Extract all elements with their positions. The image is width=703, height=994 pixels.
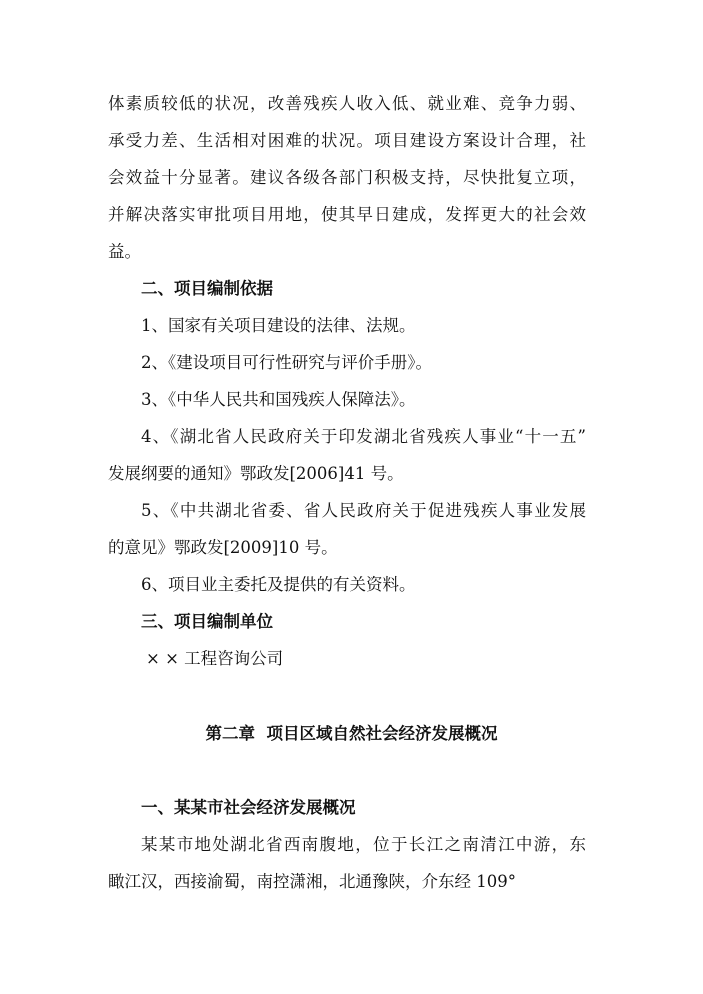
body-text-line: 益。 [108,242,141,261]
basis-item: 1、国家有关项目建设的法律、法规。 [141,316,416,335]
basis-item: 2、《建设项目可行性研究与评价手册》。 [141,353,432,372]
section-heading-compiler: 三、项目编制单位 [141,612,273,631]
body-text-line: 某某市地处湖北省西南腹地，位于长江之南清江中游，东 [141,835,586,854]
basis-item-continuation: 发展纲要的通知》鄂政发[2006]41 号。 [108,464,404,483]
basis-item: 6、项目业主委托及提供的有关资料。 [141,575,416,594]
section-heading-basis: 二、项目编制依据 [141,279,273,298]
body-text-line: 瞰江汉，西接渝蜀，南控潇湘，北通豫陕，介东经 109° [108,872,516,891]
body-text-line: 体素质较低的状况，改善残疾人收入低、就业难、竞争力弱、 [108,94,586,113]
chapter-title: 第二章 项目区域自然社会经济发展概况 [205,724,498,743]
section-heading-economy: 一、某某市社会经济发展概况 [141,798,356,817]
basis-item: 4、《湖北省人民政府关于印发湖北省残疾人事业“十一五” [141,427,586,446]
basis-item-continuation: 的意见》鄂政发[2009]10 号。 [108,538,338,557]
basis-item: 5、《中共湖北省委、省人民政府关于促进残疾人事业发展 [141,501,586,520]
body-text-line: 承受力差、生活相对困难的状况。项目建设方案设计合理，社 [108,131,586,150]
body-text-line: 并解决落实审批项目用地，使其早日建成，发挥更大的社会效 [108,205,586,224]
body-text-line: 会效益十分显著。建议各级各部门积极支持，尽快批复立项， [108,168,586,187]
basis-item: 3、《中华人民共和国残疾人保障法》。 [141,390,416,409]
compiler-name: × × 工程咨询公司 [146,649,284,668]
